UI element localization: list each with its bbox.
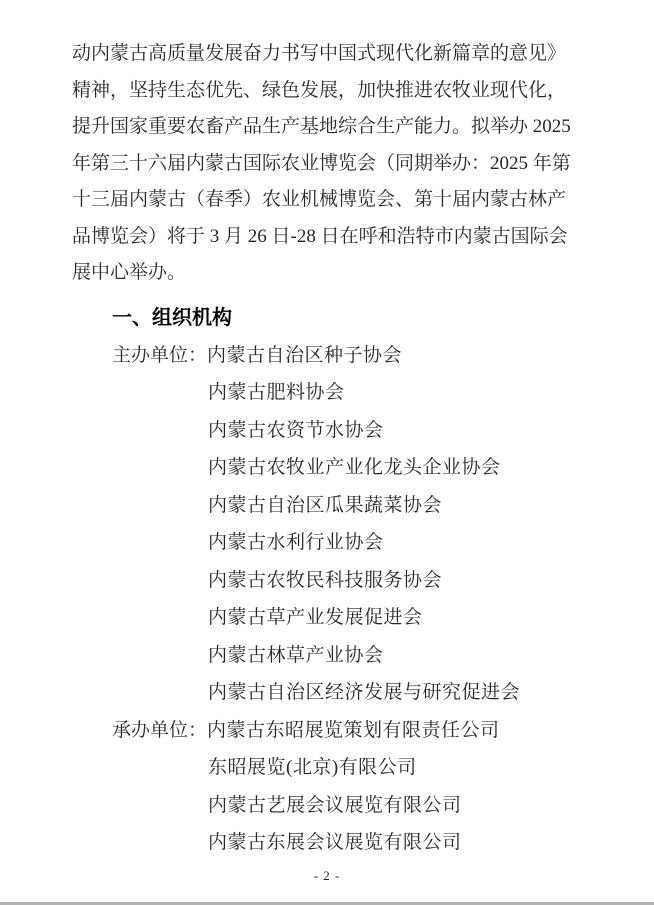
section-heading-organization: 一、组织机构 (112, 306, 232, 329)
host-units-row (72, 562, 566, 600)
host-units-row (72, 599, 566, 637)
undertaker-units-row (72, 712, 566, 750)
host-unit: 内蒙古农牧民科技服务协会 (208, 569, 443, 591)
host-unit: 内蒙古自治区种子协会 (207, 344, 403, 366)
undertaker-units-row (72, 749, 566, 787)
host-units-row (72, 524, 566, 562)
paragraph-line: 十三届内蒙古（春季）农业机械博览会、第十届内蒙古林产 (72, 189, 567, 210)
body-paragraph (72, 36, 571, 292)
host-unit: 内蒙古林草产业协会 (208, 644, 384, 666)
host-unit: 内蒙古自治区经济发展与研究促进会 (208, 682, 521, 703)
host-units-row (72, 412, 566, 450)
host-unit: 内蒙古草产业发展促进会 (208, 607, 423, 628)
organizers-list (72, 337, 566, 862)
host-units-label: 主办单位： (112, 344, 208, 366)
host-units-row (72, 637, 566, 675)
document-body (72, 36, 571, 862)
paragraph-line: 品博览会）将于 3 月 26 日-28 日在呼和浩特市内蒙古国际会 (72, 225, 568, 247)
paragraph-line: 动内蒙古高质量发展奋力书写中国式现代化新篇章的意见》 (72, 43, 567, 64)
host-units-row (72, 449, 566, 487)
paragraph-line: 展中心举办。 (72, 262, 187, 283)
undertaker-unit: 内蒙古东昭展览策划有限责任公司 (207, 719, 500, 741)
host-unit: 内蒙古水利行业协会 (208, 532, 384, 553)
undertaker-units-label: 承办单位： (112, 719, 208, 741)
undertaker-unit: 东昭展览(北京)有限公司 (208, 757, 417, 778)
host-units-row (72, 674, 566, 712)
host-units-row (72, 337, 566, 375)
host-unit: 内蒙古肥料协会 (208, 382, 345, 403)
paragraph-line: 精神，坚持生态优先、绿色发展，加快推进农牧业现代化， (72, 79, 567, 101)
page-number: - 2 - (313, 868, 341, 883)
host-units-row (72, 374, 566, 412)
paragraph-line: 提升国家重要农畜产品生产基地综合生产能力。拟举办 2025 (72, 116, 571, 137)
host-unit: 内蒙古自治区瓜果蔬菜协会 (208, 494, 443, 516)
host-units-row (72, 487, 566, 525)
host-unit: 内蒙古农资节水协会 (208, 419, 384, 441)
undertaker-units-row (72, 824, 566, 862)
undertaker-unit: 内蒙古艺展会议展览有限公司 (208, 794, 462, 816)
undertaker-units-row (72, 787, 566, 825)
host-unit: 内蒙古农牧业产业化龙头企业协会 (208, 457, 501, 478)
undertaker-unit: 内蒙古东展会议展览有限公司 (208, 832, 462, 853)
paragraph-line: 年第三十六届内蒙古国际农业博览会（同期举办：2025 年第 (72, 152, 571, 174)
